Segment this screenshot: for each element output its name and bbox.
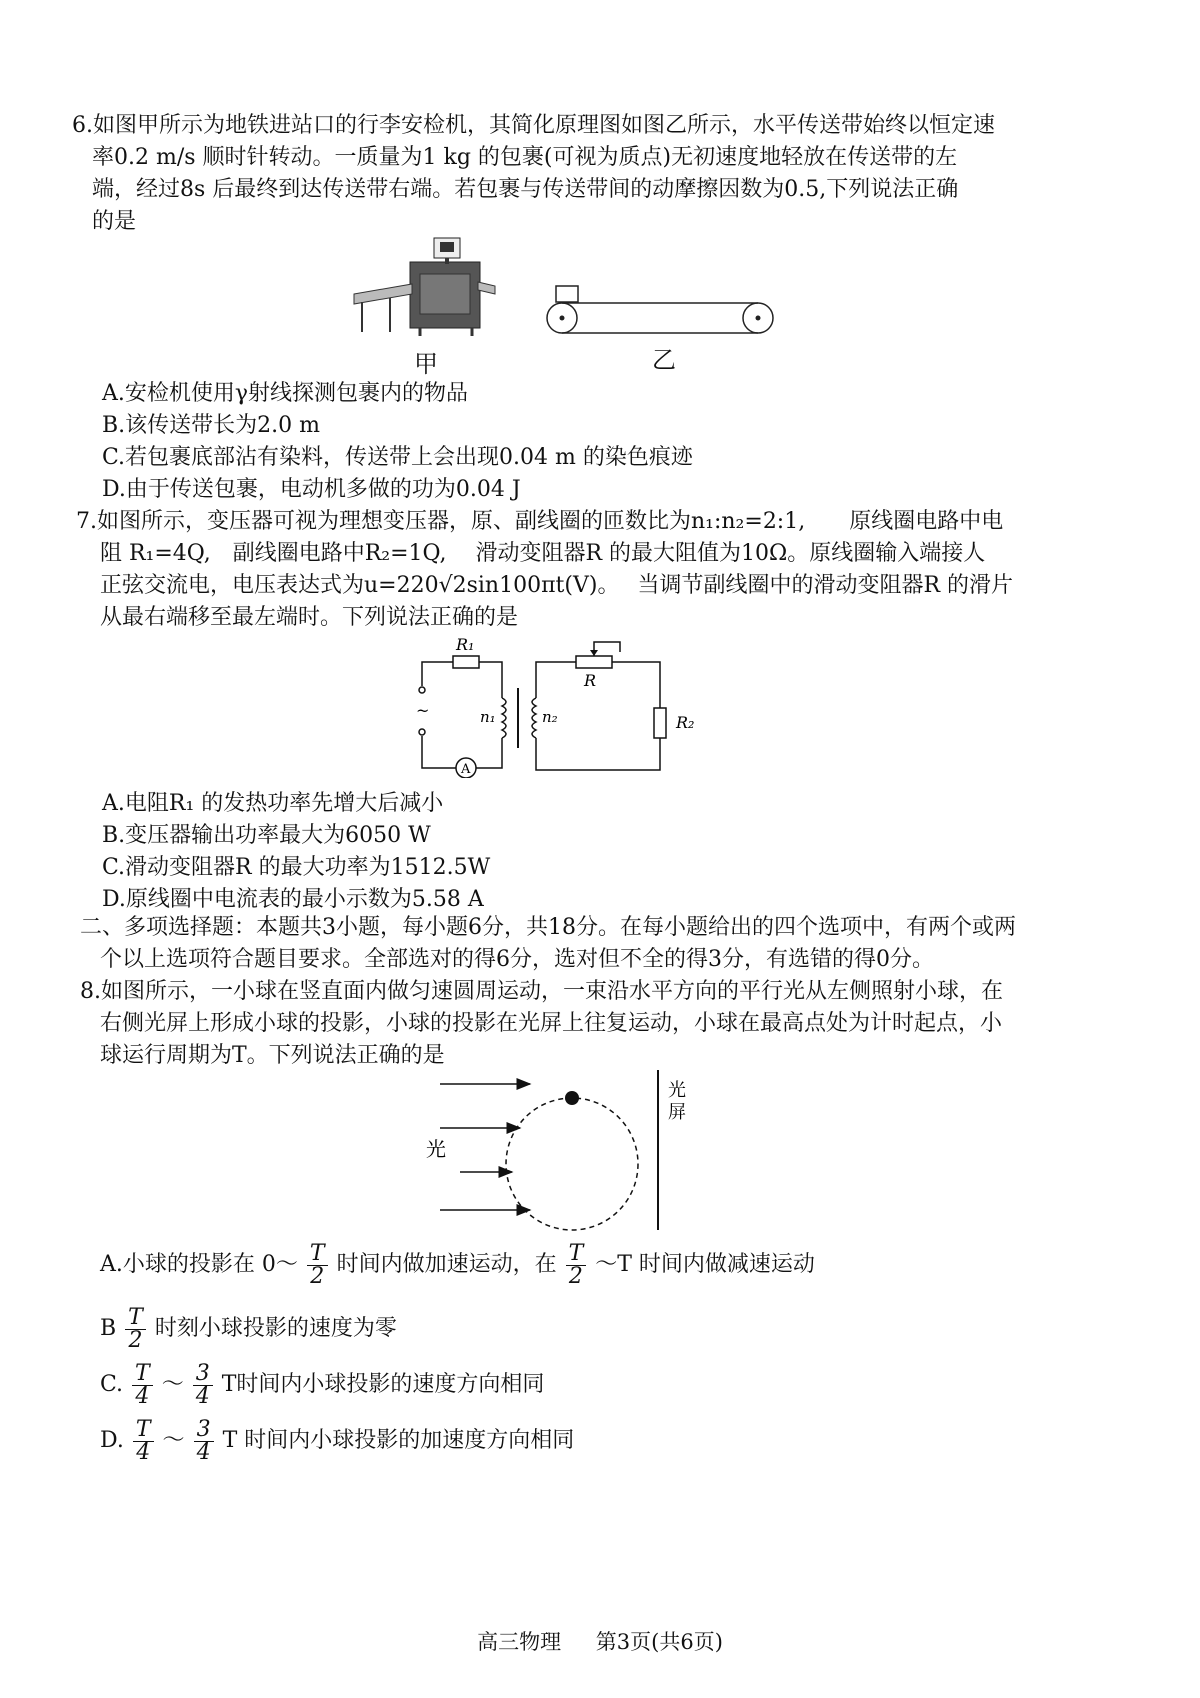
q8-stem-line-2: 右侧光屏上形成小球的投影，小球的投影在光屏上往复运动，小球在最高点处为计时起点，小 <box>100 1011 1003 1036</box>
q8-option-d <box>100 1418 574 1464</box>
q8-stem-line-3: 球运行周期为T。下列说法正确的是 <box>100 1043 445 1068</box>
q8-d-prefix: D. <box>100 1428 124 1453</box>
fraction-t-over-4: $\frac{T}{4}$ <box>133 1419 154 1464</box>
q8-option-c <box>100 1362 544 1408</box>
label-n2: n₂ <box>542 708 558 726</box>
q8-d-suffix: T 时间内小球投影的加速度方向相同 <box>222 1428 575 1453</box>
fraction-t-over-2: $\frac{T}{2}$ <box>307 1243 328 1288</box>
resistor-r1 <box>453 656 479 668</box>
fraction-3-over-4: $\frac{3}{4}$ <box>193 1363 213 1408</box>
q6-stem-line-3: 端，经过8s 后最终到达传送带右端。若包裹与传送带间的动摩擦因数为0.5,下列说法正确 <box>92 177 959 202</box>
q6-stem-line-4: 的是 <box>92 209 137 234</box>
q7-stem-line-2: 阻 R₁=4Q, 副线圈电路中R₂=1Q, 滑动变阻器R 的最大阻值为10Ω。原线圈输入端接人 <box>100 541 986 566</box>
section2-heading-line-2: 个以上选项符合题目要求。全部选对的得6分，选对但不全的得3分，有选错的得0分。 <box>100 947 934 972</box>
q7-stem-line-3: 正弦交流电，电压表达式为u=220√2sin100πt(V)。 当调节副线圈中的滑动变阻器R 的滑片 <box>100 573 1014 598</box>
conveyor-belt-figure <box>540 282 780 342</box>
label-r2: R₂ <box>676 713 695 732</box>
secondary-coil <box>532 698 536 738</box>
q8-option-a <box>100 1242 815 1288</box>
transformer-circuit <box>408 628 698 778</box>
label-ac-source: ~ <box>416 701 430 720</box>
footer-subject: 高三物理 <box>477 1630 562 1654</box>
label-r1: R₁ <box>456 635 475 654</box>
fraction-3-over-4: $\frac{3}{4}$ <box>194 1419 214 1464</box>
q7-option-a: A.电阻R₁ 的发热功率先增大后减小 <box>102 791 444 816</box>
q8-a-suffix: ～T 时间内做减速运动 <box>595 1252 815 1277</box>
q6-option-a: A.安检机使用γ射线探测包裹内的物品 <box>102 381 469 406</box>
q8-b-suffix: 时刻小球投影的速度为零 <box>154 1316 397 1341</box>
q6-option-d: D.由于传送包裹，电动机多做的功为0.04 J <box>102 477 521 502</box>
label-n1: n₁ <box>480 708 496 726</box>
circular-motion-figure <box>420 1060 710 1240</box>
page-footer <box>0 1626 1200 1656</box>
rheostat-r <box>576 656 612 668</box>
q8-c-prefix: C. <box>100 1372 124 1397</box>
q6-stem-line-1: 6.如图甲所示为地铁进站口的行李安检机，其简化原理图如图乙所示，水平传送带始终以恒定速 <box>72 113 995 138</box>
fraction-t-over-2: $\frac{T}{2}$ <box>566 1243 587 1288</box>
ball <box>565 1091 579 1105</box>
q8-c-suffix: T时间内小球投影的速度方向相同 <box>221 1372 545 1397</box>
figure-label-jia: 甲 <box>414 350 438 378</box>
q6-option-c: C.若包裹底部沾有染料，传送带上会出现0.04 m 的染色痕迹 <box>102 445 693 470</box>
q7-stem-line-4: 从最右端移至最左端时。下列说法正确的是 <box>100 605 519 630</box>
q8-a-prefix: A.小球的投影在 0～ <box>100 1252 298 1277</box>
fraction-t-over-2: $\frac{T}{2}$ <box>125 1307 146 1352</box>
q7-option-c: C.滑动变阻器R 的最大功率为1512.5W <box>102 855 491 880</box>
q7-option-d: D.原线圈中电流表的最小示数为5.58 A <box>102 887 484 912</box>
range-separator: ～ <box>162 1428 185 1453</box>
circular-path <box>506 1098 638 1230</box>
label-screen-bottom: 屏 <box>668 1102 686 1123</box>
rheostat-slider <box>590 650 598 656</box>
q6-option-b: B.该传送带长为2.0 m <box>102 413 321 438</box>
xray-machine-figure <box>350 232 500 342</box>
label-light: 光 <box>426 1137 446 1161</box>
footer-page-number: 第3页(共6页) <box>595 1630 723 1654</box>
q8-a-middle: 时间内做加速运动，在 <box>336 1252 557 1277</box>
fraction-t-over-4: $\frac{T}{4}$ <box>132 1363 153 1408</box>
resistor-r2 <box>654 708 666 738</box>
q8-option-b <box>100 1306 397 1352</box>
label-ammeter: A <box>461 762 471 777</box>
figure-label-yi: 乙 <box>652 346 676 374</box>
label-r: R <box>584 671 597 690</box>
package-block <box>556 286 578 302</box>
q7-option-b: B.变压器输出功率最大为6050 W <box>102 823 431 848</box>
label-screen-top: 光 <box>668 1080 686 1101</box>
range-separator: ～ <box>161 1372 184 1397</box>
q8-b-prefix: B <box>100 1316 117 1341</box>
input-terminal-bottom <box>419 729 425 735</box>
q8-stem-line-1: 8.如图所示，一小球在竖直面内做匀速圆周运动，一束沿水平方向的平行光从左侧照射小球，在 <box>80 979 1003 1004</box>
section2-heading-line-1: 二、多项选择题：本题共3小题，每小题6分，共18分。在每小题给出的四个选项中，有两个或两 <box>80 915 1016 940</box>
q6-stem-line-2: 率0.2 m/s 顺时针转动。一质量为1 kg 的包裹(可视为质点)无初速度地轻放在传送带的左 <box>92 145 958 170</box>
primary-coil <box>502 698 506 738</box>
q7-stem-line-1: 7.如图所示，变压器可视为理想变压器，原、副线圈的匝数比为n₁:n₂=2:1, 原线圈电路中电 <box>76 509 1004 534</box>
input-terminal-top <box>419 687 425 693</box>
